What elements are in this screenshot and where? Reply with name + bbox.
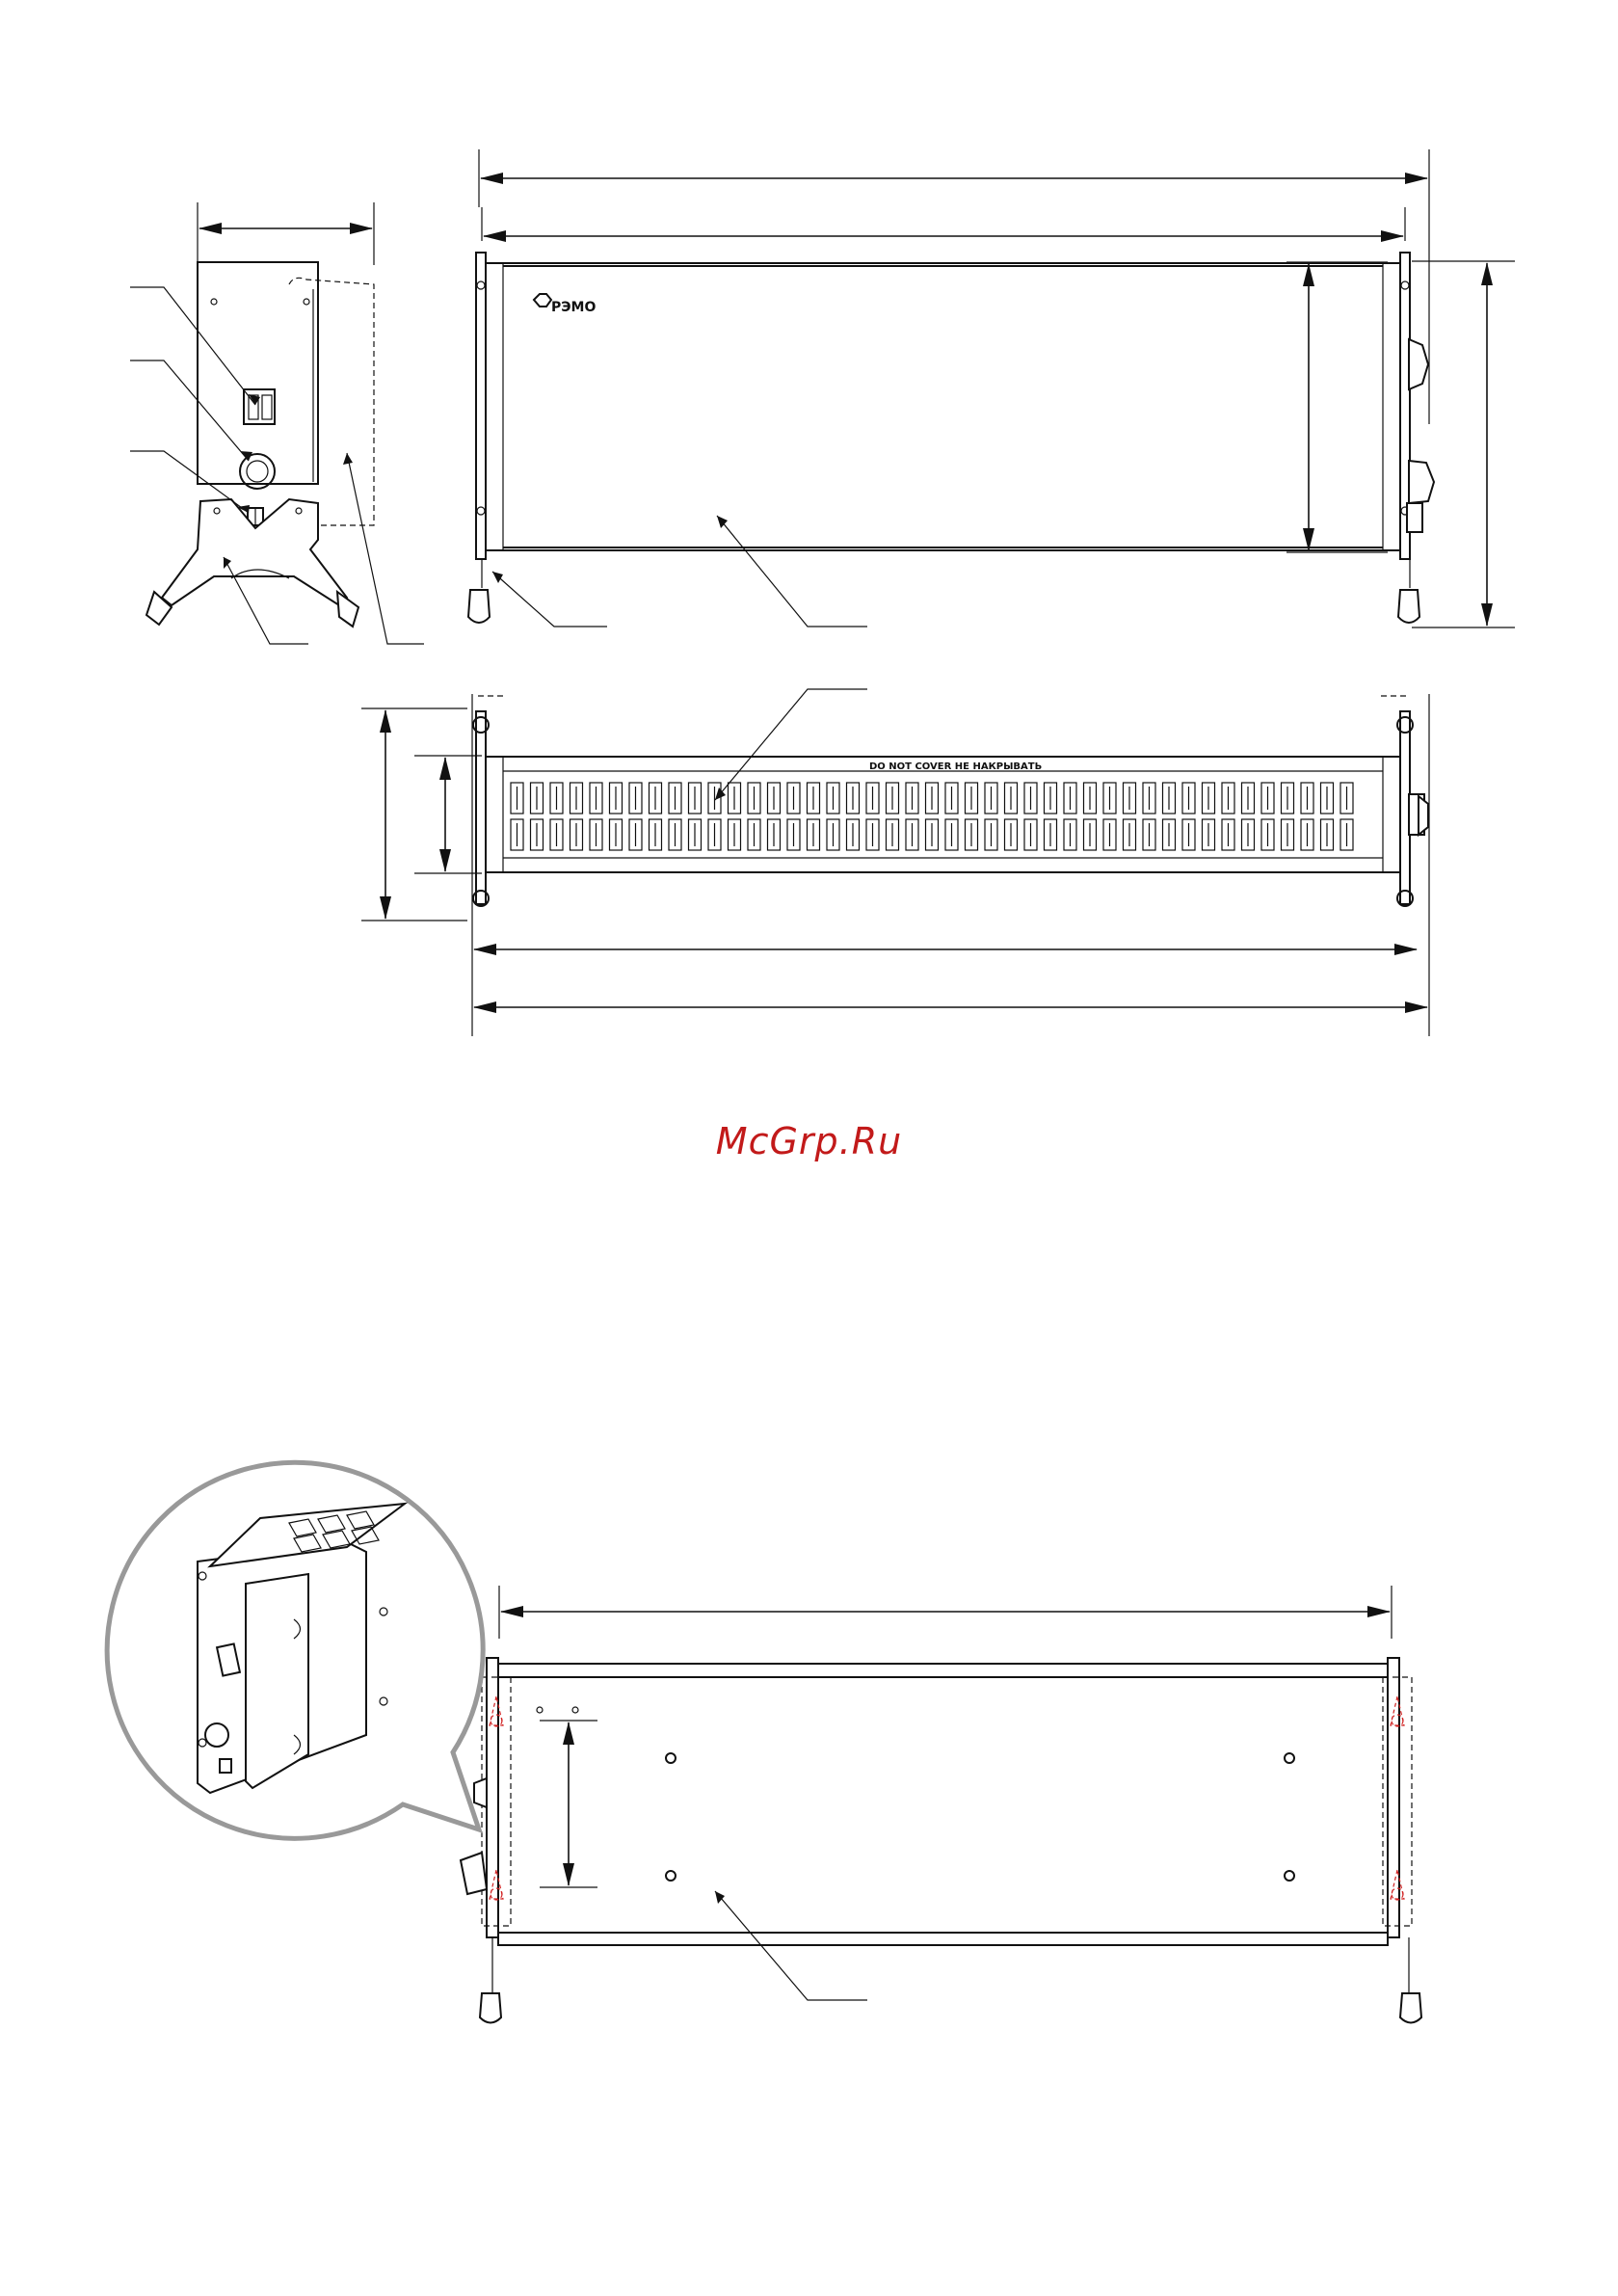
svg-text:РЭМО: РЭМО <box>551 300 597 315</box>
detail-callout <box>107 1462 483 1838</box>
top-view <box>361 689 1429 1036</box>
heater-body-top <box>486 757 1400 872</box>
front-side-knob <box>1409 461 1434 503</box>
front-view <box>468 149 1515 627</box>
front-left-foot <box>468 590 490 623</box>
warning-label: DO NOT COVER НЕ НАКРЫВАТЬ <box>869 761 1043 772</box>
side-housing <box>198 262 318 484</box>
watermark: McGrp.Ru <box>715 1120 903 1162</box>
heater-body-front <box>486 263 1400 550</box>
side-legs <box>146 499 358 627</box>
front-right-foot <box>1398 590 1419 623</box>
side-view <box>130 202 424 644</box>
heater-body-rear <box>498 1664 1388 1945</box>
front-side-switch <box>1409 339 1428 389</box>
wall-mount-view <box>107 1462 1421 2022</box>
